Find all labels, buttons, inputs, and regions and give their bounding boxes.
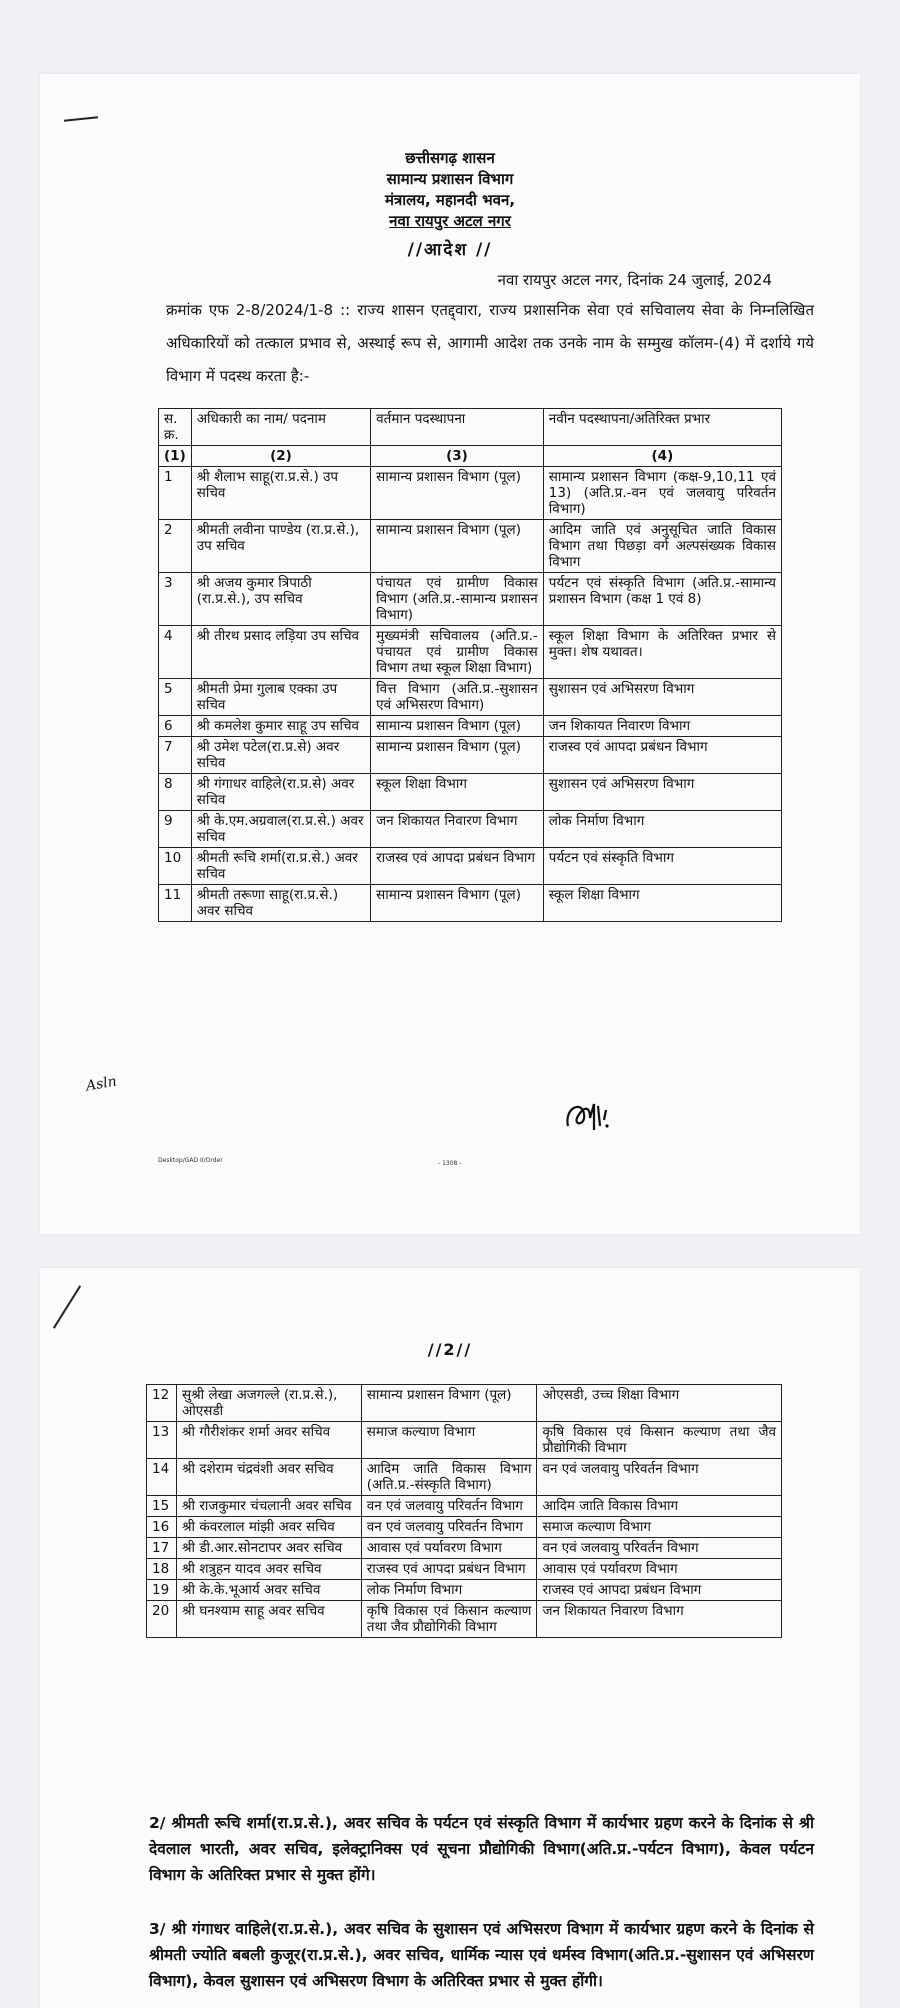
footer-file-path: Desktop/GAD II/Order xyxy=(158,1157,223,1164)
table-row xyxy=(147,1580,782,1601)
cell-serial: 12 xyxy=(147,1385,177,1422)
table-row xyxy=(147,1601,782,1638)
table-row xyxy=(159,811,782,848)
cell-new-posting: लोक निर्माण विभाग xyxy=(543,811,781,848)
cell-new-posting: वन एवं जलवायु परिवर्तन विभाग xyxy=(537,1459,782,1496)
cell-serial: 11 xyxy=(159,885,192,922)
cell-new-posting: सुशासन एवं अभिसरण विभाग xyxy=(543,774,781,811)
table-row xyxy=(159,520,782,573)
paragraph-3: 3/ श्री गंगाधर वाहिले(रा.प्र.से.), अवर सचिव के सुशासन एवं अभिसरण विभाग में कार्यभार ग्रहण करने के दिनांक से श्रीमती ज्योति बबली कुजूर(रा.प्र.से.), अवर सचिव, धार्मिक न्यास एवं धर्मस्व विभाग(अति.प्र.-सुशासन एवं अभिसरण विभाग), केवल सुशासन एवं अभिसरण विभाग के अतिरिक्त प्रभार से मुक्त होंगी। xyxy=(149,1920,814,1990)
cell-current-posting: सामान्य प्रशासन विभाग (पूल) xyxy=(371,467,544,520)
order-title: //आदेश // xyxy=(407,240,493,260)
table-row xyxy=(147,1385,782,1422)
order-dateline: नवा रायपुर अटल नगर, दिनांक 24 जुलाई, 2024 xyxy=(497,271,772,289)
letterhead xyxy=(40,148,860,261)
cell-current-posting: आवास एवं पर्यावरण विभाग xyxy=(361,1538,537,1559)
page-number: //2// xyxy=(427,1340,473,1359)
cell-serial: 3 xyxy=(159,573,192,626)
cell-serial: 13 xyxy=(147,1422,177,1459)
cell-current-posting: राजस्व एवं आपदा प्रबंधन विभाग xyxy=(361,1559,537,1580)
col-header-current: वर्तमान पदस्थापना xyxy=(371,409,544,446)
table-row xyxy=(147,1496,782,1517)
cell-new-posting: स्कूल शिक्षा विभाग के अतिरिक्त प्रभार से मुक्त। शेष यथावत। xyxy=(543,626,781,679)
cell-officer: श्री गंगाधर वाहिले(रा.प्र.से) अवर सचिव xyxy=(191,774,370,811)
cell-officer: श्री शत्रुहन यादव अवर सचिव xyxy=(176,1559,361,1580)
table-row xyxy=(147,1559,782,1580)
col-number: (4) xyxy=(543,446,781,467)
cell-serial: 20 xyxy=(147,1601,177,1638)
cell-current-posting: सामान्य प्रशासन विभाग (पूल) xyxy=(371,885,544,922)
cell-officer: श्री दशेराम चंद्रवंशी अवर सचिव xyxy=(176,1459,361,1496)
table-header-row xyxy=(159,409,782,446)
margin-mark xyxy=(53,1285,81,1328)
cell-current-posting: सामान्य प्रशासन विभाग (पूल) xyxy=(371,520,544,573)
cell-new-posting: वन एवं जलवायु परिवर्तन विभाग xyxy=(537,1538,782,1559)
cell-serial: 5 xyxy=(159,679,192,716)
cell-officer: श्री कमलेश कुमार साहू उप सचिव xyxy=(191,716,370,737)
paragraph-2: 2/ श्रीमती रूचि शर्मा(रा.प्र.से.), अवर सचिव के पर्यटन एवं संस्कृति विभाग में कार्यभार ग्रहण करने के दिनांक से श्री देवलाल भारती, अवर सचिव, इलेक्ट्रानिक्स एवं सूचना प्रौद्योगिकी विभाग(अति.प्र.-पर्यटन विभाग), केवल पर्यटन विभाग के अतिरिक्त प्रभार से मुक्त होंगे। xyxy=(149,1814,814,1884)
cell-serial: 18 xyxy=(147,1559,177,1580)
cell-serial: 8 xyxy=(159,774,192,811)
officer-table-page1 xyxy=(158,408,782,922)
cell-officer: श्री डी.आर.सोनटापर अवर सचिव xyxy=(176,1538,361,1559)
cell-serial: 9 xyxy=(159,811,192,848)
cell-new-posting: आदिम जाति एवं अनुसूचित जाति विकास विभाग तथा पिछड़ा वर्ग अल्पसंख्यक विकास विभाग xyxy=(543,520,781,573)
table-row xyxy=(147,1538,782,1559)
table-row xyxy=(147,1517,782,1538)
cell-current-posting: जन शिकायत निवारण विभाग xyxy=(371,811,544,848)
margin-mark xyxy=(64,116,98,122)
cell-current-posting: सामान्य प्रशासन विभाग (पूल) xyxy=(371,716,544,737)
cell-officer: श्री के.के.भूआर्य अवर सचिव xyxy=(176,1580,361,1601)
cell-serial: 10 xyxy=(159,848,192,885)
cell-current-posting: समाज कल्याण विभाग xyxy=(361,1422,537,1459)
cell-officer: श्रीमती रूचि शर्मा(रा.प्र.से.) अवर सचिव xyxy=(191,848,370,885)
signature xyxy=(560,1096,624,1136)
cell-new-posting: राजस्व एवं आपदा प्रबंधन विभाग xyxy=(537,1580,782,1601)
header-building: मंत्रालय, महानदी भवन, xyxy=(384,191,516,209)
cell-serial: 17 xyxy=(147,1538,177,1559)
header-government: छत्तीसगढ़ शासन xyxy=(405,149,495,167)
cell-officer: श्री अजय कुमार त्रिपाठी (रा.प्र.से.), उप सचिव xyxy=(191,573,370,626)
header-department: सामान्य प्रशासन विभाग xyxy=(386,170,514,188)
cell-current-posting: आदिम जाति विकास विभाग (अति.प्र.-संस्कृति विभाग) xyxy=(361,1459,537,1496)
cell-serial: 7 xyxy=(159,737,192,774)
cell-officer: श्री गौरीशंकर शर्मा अवर सचिव xyxy=(176,1422,361,1459)
cell-officer: श्री घनश्याम साहू अवर सचिव xyxy=(176,1601,361,1638)
cell-new-posting: राजस्व एवं आपदा प्रबंधन विभाग xyxy=(543,737,781,774)
table-row xyxy=(159,774,782,811)
cell-serial: 19 xyxy=(147,1580,177,1601)
order-page-2 xyxy=(40,1268,860,2008)
cell-officer: श्रीमती प्रेमा गुलाब एक्का उप सचिव xyxy=(191,679,370,716)
table-row xyxy=(159,573,782,626)
table-row xyxy=(147,1459,782,1496)
cell-serial: 6 xyxy=(159,716,192,737)
cell-new-posting: सामान्य प्रशासन विभाग (कक्ष-9,10,11 एवं 13) (अति.प्र.-वन एवं जलवायु परिवर्तन विभाग) xyxy=(543,467,781,520)
cell-officer: श्रीमती तरूणा साहू(रा.प्र.से.) अवर सचिव xyxy=(191,885,370,922)
order-intro: क्रमांक एफ 2-8/2024/1-8 :: राज्य शासन एतद्द्वारा, राज्य प्रशासनिक सेवा एवं सचिवालय सेवा के निम्नलिखित अधिकारियों को तत्काल प्रभाव से, अस्थाई रूप से, आगामी आदेश तक उनके नाम के सम्मुख कॉलम-(4) में दर्शाये गये विभाग में पदस्थ करता है:- xyxy=(166,301,814,385)
cell-serial: 15 xyxy=(147,1496,177,1517)
cell-new-posting: स्कूल शिक्षा विभाग xyxy=(543,885,781,922)
table-row xyxy=(159,848,782,885)
cell-officer: श्री शैलाभ साहू(रा.प्र.से.) उप सचिव xyxy=(191,467,370,520)
table-row xyxy=(159,885,782,922)
table-row xyxy=(159,737,782,774)
cell-current-posting: स्कूल शिक्षा विभाग xyxy=(371,774,544,811)
order-page-1 xyxy=(40,74,860,1234)
cell-current-posting: पंचायत एवं ग्रामीण विकास विभाग (अति.प्र.-सामान्य प्रशासन विभाग) xyxy=(371,573,544,626)
cell-officer: श्री राजकुमार चंचलानी अवर सचिव xyxy=(176,1496,361,1517)
cell-current-posting: राजस्व एवं आपदा प्रबंधन विभाग xyxy=(371,848,544,885)
cell-new-posting: जन शिकायत निवारण विभाग xyxy=(537,1601,782,1638)
table-row xyxy=(159,626,782,679)
header-city: नवा रायपुर अटल नगर xyxy=(389,212,511,230)
officer-table-page2 xyxy=(146,1384,782,1638)
initials-mark: Asln xyxy=(84,1073,118,1095)
table-row xyxy=(159,679,782,716)
table-number-row xyxy=(159,446,782,467)
cell-current-posting: सामान्य प्रशासन विभाग (पूल) xyxy=(361,1385,537,1422)
cell-officer: श्रीमती लवीना पाण्डेय (रा.प्र.से.), उप सचिव xyxy=(191,520,370,573)
cell-current-posting: वित्त विभाग (अति.प्र.-सुशासन एवं अभिसरण विभाग) xyxy=(371,679,544,716)
cell-new-posting: आदिम जाति विकास विभाग xyxy=(537,1496,782,1517)
cell-current-posting: वन एवं जलवायु परिवर्तन विभाग xyxy=(361,1517,537,1538)
col-header-officer: अधिकारी का नाम/ पदनाम xyxy=(191,409,370,446)
cell-officer: सुश्री लेखा अजगल्ले (रा.प्र.से.), ओएसडी xyxy=(176,1385,361,1422)
cell-current-posting: कृषि विकास एवं किसान कल्याण तथा जैव प्रौद्योगिकी विभाग xyxy=(361,1601,537,1638)
cell-new-posting: आवास एवं पर्यावरण विभाग xyxy=(537,1559,782,1580)
cell-new-posting: पर्यटन एवं संस्कृति विभाग (अति.प्र.-सामान्य प्रशासन विभाग (कक्ष 1 एवं 8) xyxy=(543,573,781,626)
col-number: (2) xyxy=(191,446,370,467)
cell-current-posting: मुख्यमंत्री सचिवालय (अति.प्र.-पंचायत एवं ग्रामीण विकास विभाग तथा स्कूल शिक्षा विभाग) xyxy=(371,626,544,679)
cell-officer: श्री उमेश पटेल(रा.प्र.से) अवर सचिव xyxy=(191,737,370,774)
table-row xyxy=(147,1422,782,1459)
cell-new-posting: समाज कल्याण विभाग xyxy=(537,1517,782,1538)
col-number: (3) xyxy=(371,446,544,467)
col-header-new: नवीन पदस्थापना/अतिरिक्त प्रभार xyxy=(543,409,781,446)
cell-current-posting: वन एवं जलवायु परिवर्तन विभाग xyxy=(361,1496,537,1517)
table-row xyxy=(159,716,782,737)
cell-new-posting: सुशासन एवं अभिसरण विभाग xyxy=(543,679,781,716)
cell-officer: श्री तीरथ प्रसाद लड़िया उप सचिव xyxy=(191,626,370,679)
footer-page-code: - 1308 - xyxy=(438,1160,462,1167)
cell-serial: 2 xyxy=(159,520,192,573)
cell-current-posting: सामान्य प्रशासन विभाग (पूल) xyxy=(371,737,544,774)
col-number: (1) xyxy=(159,446,192,467)
cell-officer: श्री के.एम.अग्रवाल(रा.प्र.से.) अवर सचिव xyxy=(191,811,370,848)
cell-serial: 4 xyxy=(159,626,192,679)
col-header-serial: स. क्र. xyxy=(159,409,192,446)
cell-serial: 14 xyxy=(147,1459,177,1496)
cell-officer: श्री कंवरलाल मांझी अवर सचिव xyxy=(176,1517,361,1538)
cell-new-posting: कृषि विकास एवं किसान कल्याण तथा जैव प्रौद्योगिकी विभाग xyxy=(537,1422,782,1459)
cell-serial: 16 xyxy=(147,1517,177,1538)
cell-new-posting: ओएसडी, उच्च शिक्षा विभाग xyxy=(537,1385,782,1422)
cell-serial: 1 xyxy=(159,467,192,520)
table-row xyxy=(159,467,782,520)
cell-current-posting: लोक निर्माण विभाग xyxy=(361,1580,537,1601)
cell-new-posting: जन शिकायत निवारण विभाग xyxy=(543,716,781,737)
cell-new-posting: पर्यटन एवं संस्कृति विभाग xyxy=(543,848,781,885)
